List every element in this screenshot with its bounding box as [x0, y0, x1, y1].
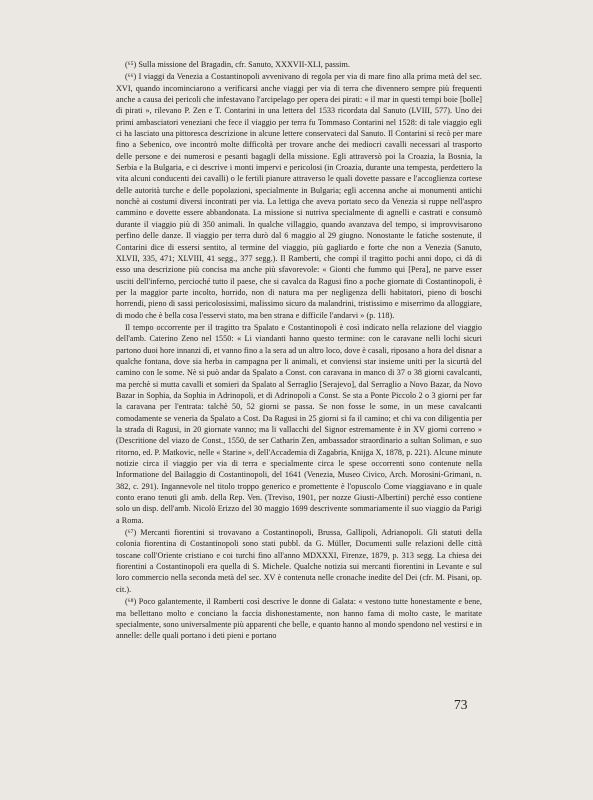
footnote-65: (⁶⁵) Sulla missione del Bragadin, cfr. Sanuto, XXXVII-XLI, passim.	[125, 60, 350, 69]
footnote-66-continued: Il tempo occorrente per il tragitto tra Spalato e Costantinopoli è così indicato nella relazione del viaggio dell'amb. Caterino Zeno nel 1550: « Li viandanti hanno questo termine: con le caravane nelli lochi sicuri partono duoi hore innanzi dì, et vanno fino a la sera ad un altro loco, dove è casali, riposano a hora del disnar a qualche fontana, dove sia herba in campagna per li animali, et conviensi star insieme uniti per la sicurtà del camino con le some. Nè si può andar da Spalato a Const. con caravana in manco di 37 o 38 giorni cavalcanti, ma perchè si mutta cavalli et somieri da Spalato al Serraglio [Serajevo], dal Serraglio a Novo Bazar, da Novo Bazar in Sophia, da Sophia in Adrinopoli, et di Adrinopoli a Const. Se sta a Ponte Piccolo 2 o 3 giorni per far la caravana per l'entrata: talchè 50, 52 giorni se passa. Se non fosse le some, in un mese cavalcanti comodamente se veneria da Spalato a Cost. Da Ragusi in 25 giorni si fa il camino; et chi va con diligentia per la strada di Ragusi, in 20 giornate vanno; ma li vallacchi del Signor estremamente è in XV giorni correno » (Descritione del viazo de Const., 1550, de ser Catharin Zen, ambassador straordinario a sultan Soliman, e suo ritorno, ed. P. Matkovic, nelle « Starine », dell'Accademia di Zagabria, Knijga X, 1878, p. 221). Alcune minute notizie circa il viaggio per via di terra e specialmente circa le spese occorrenti sono contenute nella Informatione del Bailaggio di Costantinopoli, del 1641 (Venezia, Museo Civico, Arch. Morosini-Grimani, n. 382, c. 291). Ingannevole nel titolo troppo generico e promettente è l'opuscolo Come viaggiavano e in quale conto erano tenuti gli amb. della Rep. Ven. (Treviso, 1901, per nozze Giusti-Albertini) perchè esso contiene solo un disp. dell'amb. Nicolò Erizzo del 30 maggio 1699 descrivente sommariamente il suo viaggio da Parigi a Roma.	[116, 322, 483, 525]
footnotes-body	[116, 59, 482, 642]
footnote-68: (⁶⁸) Poco galantemente, il Ramberti così descrive le donne di Galata: « vestono tutte honestamente e bene, ma bellettano molto e conciano la faccia dishonestamente, non hanno fama di molto caste, le maritate specialmente, sono universalmente più apparenti che belle, e quanto hanno al mondo spendono nel vestirsi e in annelle: delle quali portano i deti pieni e portano	[116, 597, 482, 641]
footnote-66: (⁶⁶) I viaggi da Venezia a Costantinopoli avvenivano di regola per via di mare fino alla prima metà del sec. XVI, quando incominciarono a verificarsi anche viaggi per via di terra che divennero sempre più frequenti anche a causa dei pericoli che infestavano l'arcipelago per opera dei pirati: « il mar in questi tempi boie [bolle] di pirati », rilevano P. Zen e T. Contarini in una lettera del 1533 ricordata dal Sanuto (LVIII, 577). Uno dei primi ambasciatori veneziani che fece il viaggio per terra fu Tommaso Contarini nel 1528: di tale viaggio egli ci ha lasciato una pittoresca descrizione in alcune lettere conservateci dal Sanuto. Il Contarini si recò per mare fino a Sebenico, ove incontrò molte difficoltà per trovare anche dei mediocri cavalli necessari al trasporto delle persone e dei numerosi e pesanti bagagli della missione. Egli attraversò poi la Croazia, la Bosnia, la Serbia e la Bulgaria, e ci descrive i monti impervi e pericolosi (in Croazia, durante una tempesta, perdettero la vita alcuni conducenti dei cavalli) o le fertili pianure attraverso le quali dovette passare e l'accoglienza cortese delle autorità turche e delle popolazioni, specialmente in Bulgaria; egli accenna anche ai monumenti antichi nonchè ai costumi diversi incontrati per via. La lettiga che aveva portato seco da Venezia si ruppe nell'aspro cammino e dovette essere abbandonata. La missione si nutriva specialmente di agnelli e castrati e consumò durante il viaggio più di 350 animali. In qualche villaggio, quando avanzava del tempo, si improvvisarono perfino delle danze. Il viaggio per terra durò dal 6 maggio al 29 giugno. Nonostante le fatiche sostenute, il Contarini dice di essersi sentito, al termine del viaggio, più gagliardo e forte che non a Venezia (Sanuto, XLVII, 335, 471; XLVIII, 41 segg., 377 segg.). Il Ramberti, che compì il tragitto pochi anni dopo, ci dà di esso una descrizione più concisa ma anche più sfavorevole: « Gionti che fummo qui [Pera], ne parve esser usciti dell'inferno, percioché tutto il paese, che si cavalca da Ragusi fino a poche giornate di Costantinopoli, è per la maggior parte incolto, horrido, non di natura ma per negligenza delli habitatori, pieno di boschi horrendi, pieno di sassi pericolosissimi, malissimo sicuro da malandrini, tristissimo e miserrimo da alloggiare, di modo che è bella cosa l'esservi stato, ma ben strana e difficile l'andarvi » (p. 118).	[116, 72, 482, 320]
page-number: 73	[454, 697, 468, 712]
footnote-67: (⁶⁷) Mercanti fiorentini si trovavano a Costantinopoli, Brussa, Gallipoli, Adrianopoli. Gli statuti della colonia fiorentina di Costantinopoli sono stati pubbl. da G. Müller, Documenti sulle relazioni delle città toscane coll'Oriente cristiano e coi turchi fino all'anno MDXXXI, Firenze, 1879, p. 313 segg. La chiesa dei fiorentini a Costantinopoli era quella di S. Michele. Qualche notizia sui mercanti fiorentini in Levante e sul loro commercio nella seconda metà del sec. XV è contenuta nelle cronache inedite del Dei (cfr. M. Pisani, op. cit.).	[116, 528, 482, 594]
